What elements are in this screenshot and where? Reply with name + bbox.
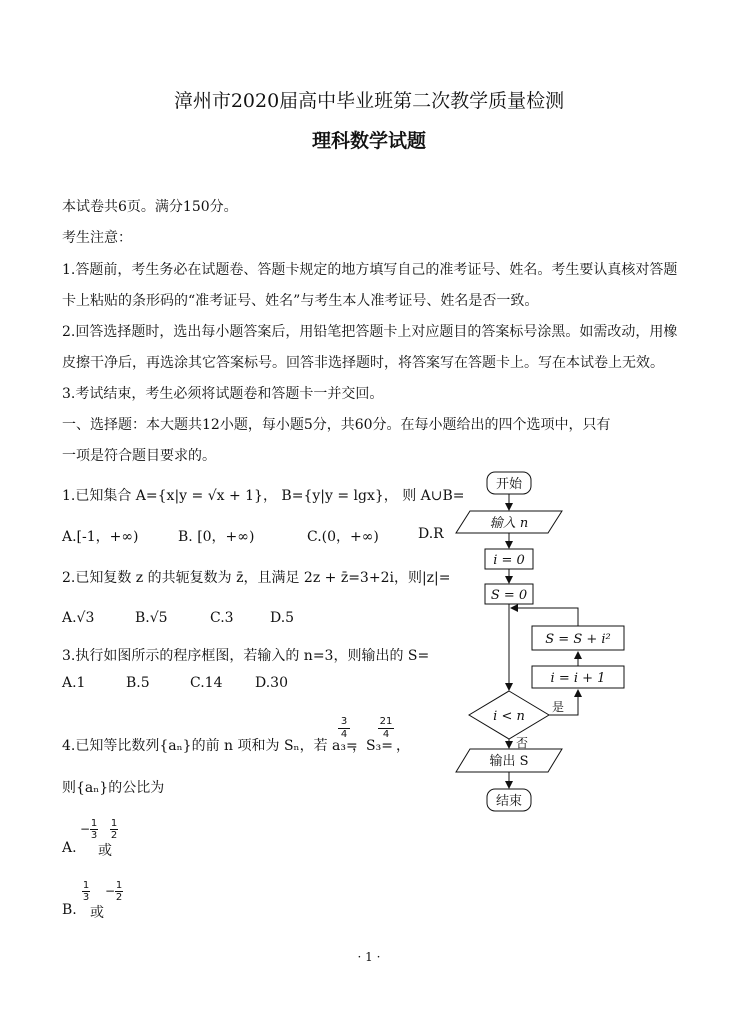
flowchart-input-label: 输入 n	[489, 516, 529, 531]
question-4-stem-a: 4.已知等比数列{aₙ}的前 n 项和为 Sₙ，若 a₃=	[62, 738, 358, 754]
flowchart-update-i-label: i = i + 1	[550, 671, 606, 686]
fraction-denominator: 3	[90, 830, 98, 841]
flowchart-init-i-label: i = 0	[493, 553, 525, 568]
fraction-numerator: 1	[115, 880, 123, 891]
question-4-option-a-label: A.	[62, 840, 77, 856]
notice-1a: 1.答题前，考生务必在试题卷、答题卡规定的地方填写自己的准考证号、姓名。考生要认真核对答题	[62, 262, 678, 278]
question-2-option-c: C.3	[210, 610, 234, 626]
section-heading-b: 一项是符合题目要求的。	[62, 448, 216, 464]
fraction-numerator: 21	[379, 716, 393, 727]
flowchart-init-s-label: S = 0	[490, 588, 528, 603]
flowchart-end-label: 结束	[495, 794, 523, 809]
fraction-numerator: 1	[90, 818, 98, 829]
question-1-stem: 1.已知集合 A={x|y = √x + 1}， B={y|y = lgx}， 则 A∪B=	[62, 488, 465, 504]
fraction-numerator: 1	[110, 818, 118, 829]
option-a-or: 或	[98, 843, 112, 859]
flowchart	[450, 460, 640, 825]
fraction-numerator: 3	[340, 716, 348, 727]
question-3-option-b: B.5	[126, 675, 150, 691]
fraction-denominator: 3	[82, 892, 90, 903]
question-4-stem-b: ，S₃=	[352, 738, 393, 754]
flowchart-output-label: 输出 S	[489, 754, 529, 769]
page-number: · 1 ·	[357, 950, 381, 964]
question-2-option-a: A.√3	[62, 610, 95, 626]
flowchart-start-label: 开始	[495, 477, 523, 492]
question-3-option-c: C.14	[190, 675, 223, 691]
fraction-denominator: 2	[115, 892, 123, 903]
notice-heading: 考生注意：	[62, 230, 132, 246]
flowchart-no-label: 否	[515, 736, 529, 750]
question-4-option-b-label: B.	[62, 902, 77, 918]
question-1-option-a: A.[-1，+∞)	[62, 529, 139, 545]
notice-1b: 卡上粘贴的条形码的“准考证号、姓名”与考生本人准考证号、姓名是否一致。	[62, 293, 539, 309]
question-4-a3-fraction	[338, 716, 350, 740]
notice-2a: 2.回答选择题时，选出每小题答案后，用铅笔把答题卡上对应题目的答案标号涂黑。如需改动，用橡	[62, 324, 678, 340]
flowchart-yes-label: 是	[551, 700, 565, 714]
option-a-fraction-2	[110, 818, 118, 841]
question-2-option-b: B.√5	[135, 610, 168, 626]
option-b-or: 或	[90, 905, 104, 921]
question-4-s3-fraction	[378, 716, 394, 740]
question-2-option-d: D.5	[270, 610, 295, 626]
fraction-denominator: 2	[110, 830, 118, 841]
option-b-fraction-2	[115, 880, 123, 903]
intro-line: 本试卷共6页。满分150分。	[62, 199, 238, 215]
question-3-stem: 3.执行如图所示的程序框图，若输入的 n=3，则输出的 S=	[62, 648, 430, 664]
fraction-numerator: 1	[82, 880, 90, 891]
question-1-option-d: D.R	[418, 526, 444, 542]
option-a-fraction-1	[90, 818, 98, 841]
flowchart-update-s-label: S = S + i²	[545, 632, 611, 647]
minus-sign: −	[80, 822, 91, 836]
section-heading-a: 一、选择题：本大题共12小题，每小题5分，共60分。在每小题给出的四个选项中，只有	[62, 417, 611, 433]
fraction-denominator: 4	[338, 728, 350, 740]
option-b-fraction-1	[82, 880, 90, 903]
notice-3: 3.考试结束，考生必须将试题卷和答题卡一并交回。	[62, 386, 384, 402]
question-4-stem-2: 则{aₙ}的公比为	[62, 780, 165, 796]
document-title: 漳州市2020届高中毕业班第二次教学质量检测	[173, 90, 565, 112]
notice-2b: 皮擦干净后，再选涂其它答案标号。回答非选择题时，将答案写在答题卡上。写在本试卷上无效。	[62, 355, 664, 371]
question-3-option-a: A.1	[62, 675, 86, 691]
document-subtitle: 理科数学试题	[311, 130, 426, 152]
flowchart-condition-label: i < n	[493, 709, 525, 724]
question-1-option-c: C.(0，+∞)	[307, 529, 379, 545]
question-4-stem-c: ，	[396, 738, 410, 754]
fraction-denominator: 4	[378, 728, 394, 740]
question-2-stem: 2.已知复数 z 的共轭复数为 z̄，且满足 2z + z̄=3+2i，则|z|=	[62, 570, 451, 586]
question-3-option-d: D.30	[255, 675, 288, 691]
minus-sign: −	[105, 884, 116, 898]
question-1-option-b: B. [0，+∞)	[178, 529, 255, 545]
